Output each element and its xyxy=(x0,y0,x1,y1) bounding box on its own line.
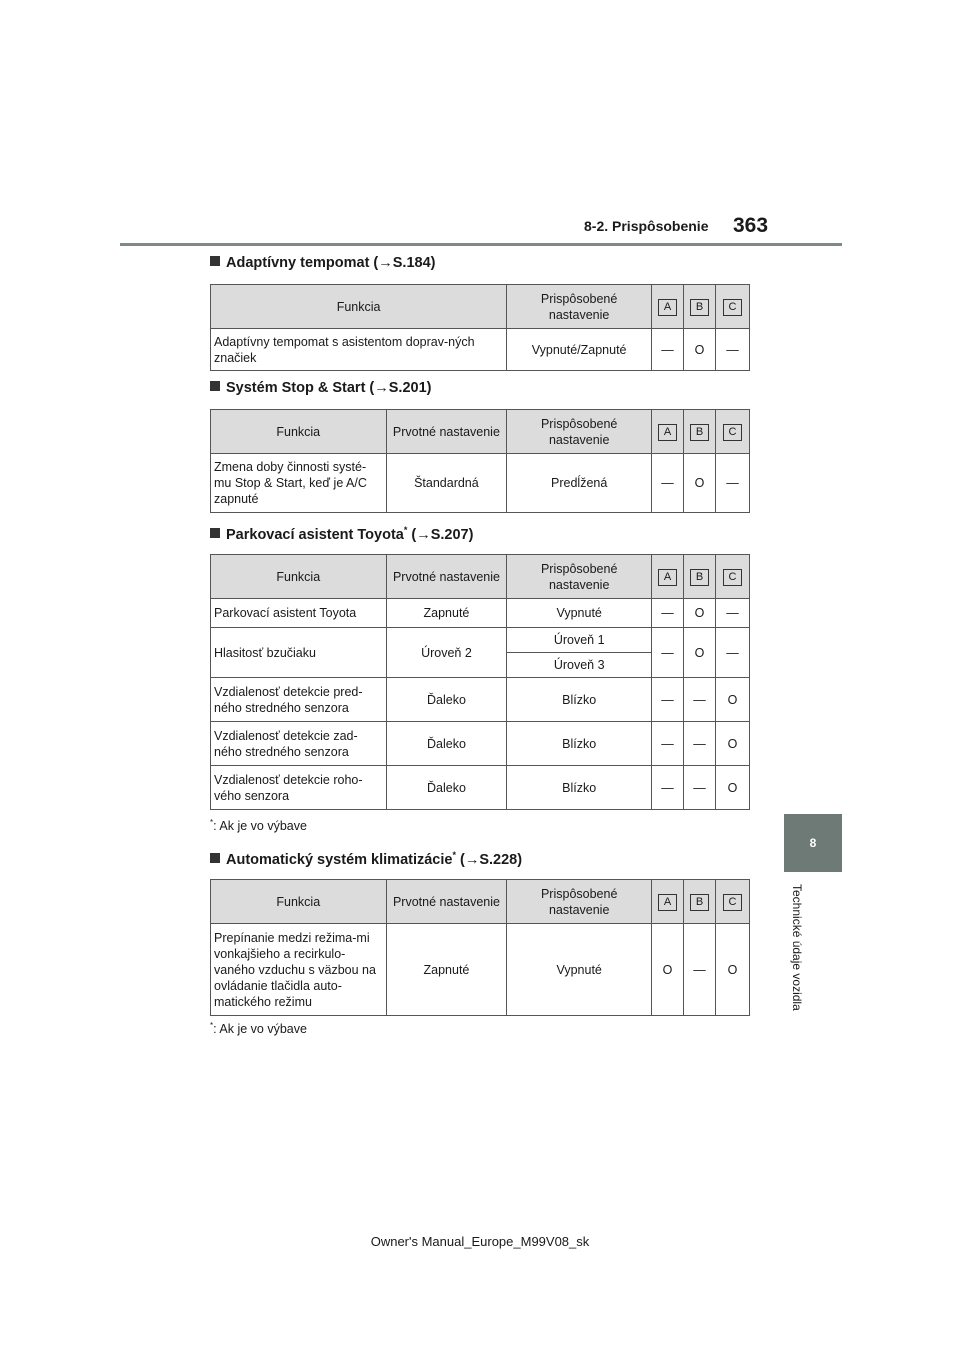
table-row: Úroveň 3 xyxy=(211,653,750,678)
letter-c-box: C xyxy=(723,424,742,441)
table-row: Adaptívny tempomat s asistentom doprav-ných značiek Vypnuté/Zapnuté — O — xyxy=(211,329,750,371)
table-row: Zmena doby činnosti systé-mu Stop & Start, keď je A/C zapnuté Štandardná Predĺžená — O — xyxy=(211,454,750,513)
letter-a-box: A xyxy=(658,569,677,586)
square-bullet-icon xyxy=(210,528,220,538)
letter-a-box: A xyxy=(658,299,677,316)
page-reference: (→S.228) xyxy=(455,851,523,868)
table-row: Prepínanie medzi režima-mi vonkajšieho a recirkulo-vaného vzduchu s väzbou na ovládanie tlačidla auto-matického režimu Zapnuté Vypnuté O — O xyxy=(211,924,750,1016)
letter-b-box: B xyxy=(690,569,709,586)
table-parking: Funkcia Prvotné nastavenie Prispôsobené nastavenie A B C Parkovací asistent Toyota Zapnuté Vypnuté — O — Hlasitosť bzučiaku Úroveň 2 Úroveň 1 — O — Úroveň 3 Vzdialenosť detekcie pred-ného stredného senzora Ďaleko Blízko — — O Vzdialenosť detekcie zad-ného stredného senzora Ďaleko Blízko — — O Vzdialenosť detekcie roho-vého senzora Ďaleko Blízko — — O xyxy=(210,554,750,810)
section-title-stop-start: Systém Stop & Start (→S.201) xyxy=(210,380,431,396)
table-row: Parkovací asistent Toyota Zapnuté Vypnuté — O — xyxy=(211,599,750,628)
table-row: Vzdialenosť detekcie zad-ného stredného senzora Ďaleko Blízko — — O xyxy=(211,722,750,766)
table-acc xyxy=(210,284,750,371)
table-climate: Funkcia Prvotné nastavenie Prispôsobené nastavenie A B C Prepínanie medzi režima-mi vonkajšieho a recirkulo-vaného vzduchu s väzbou na ovládanie tlačidla auto-matického režimu Zapnuté Vypnuté O — O xyxy=(210,879,750,1016)
section-title-acc: Adaptívny tempomat (→S.184) xyxy=(210,255,436,271)
header-section-title: 8-2. Prispôsobenie xyxy=(584,218,709,234)
page-reference: (→S.207) xyxy=(407,526,474,543)
page-number: 363 xyxy=(733,214,769,237)
footnote: *: Ak je vo výbave xyxy=(210,1021,307,1037)
page-reference: →S.201) xyxy=(374,380,432,396)
square-bullet-icon xyxy=(210,381,220,391)
square-bullet-icon xyxy=(210,853,220,863)
chapter-number: 8 xyxy=(809,836,817,850)
table-row: Vzdialenosť detekcie roho-vého senzora Ďaleko Blízko — — O xyxy=(211,766,750,810)
letter-a-box: A xyxy=(658,894,677,911)
table-stop-start: Funkcia Prvotné nastavenie Prispôsobené nastavenie A B C Zmena doby činnosti systé-mu Stop & Start, keď je A/C zapnuté Štandardná Predĺžená — O — xyxy=(210,409,750,513)
letter-b-box: B xyxy=(690,894,709,911)
page-reference: →S.184) xyxy=(378,255,436,271)
letter-c-box: C xyxy=(723,569,742,586)
chapter-tab xyxy=(784,814,842,872)
section-title-climate: Automatický systém klimatizácie* (→S.228) xyxy=(210,850,522,868)
section-title-parking: Parkovací asistent Toyota* (→S.207) xyxy=(210,525,473,543)
footnote: *: Ak je vo výbave xyxy=(210,818,307,834)
page-footer: Owner's Manual_Europe_M99V08_sk xyxy=(370,1234,590,1249)
letter-c-box: C xyxy=(723,894,742,911)
col-header-function: Funkcia xyxy=(211,285,507,329)
chapter-label: Technické údaje vozidla xyxy=(790,884,804,1011)
table-row: Hlasitosť bzučiaku Úroveň 2 Úroveň 1 — O — xyxy=(211,628,750,653)
letter-c-box: C xyxy=(723,299,742,316)
letter-b-box: B xyxy=(690,424,709,441)
col-header-customized: Prispôsobené nastavenie xyxy=(507,285,652,329)
square-bullet-icon xyxy=(210,256,220,266)
table-row: Vzdialenosť detekcie pred-ného stredného senzora Ďaleko Blízko — — O xyxy=(211,678,750,722)
letter-b-box: B xyxy=(690,299,709,316)
header-rule xyxy=(120,243,842,246)
letter-a-box: A xyxy=(658,424,677,441)
